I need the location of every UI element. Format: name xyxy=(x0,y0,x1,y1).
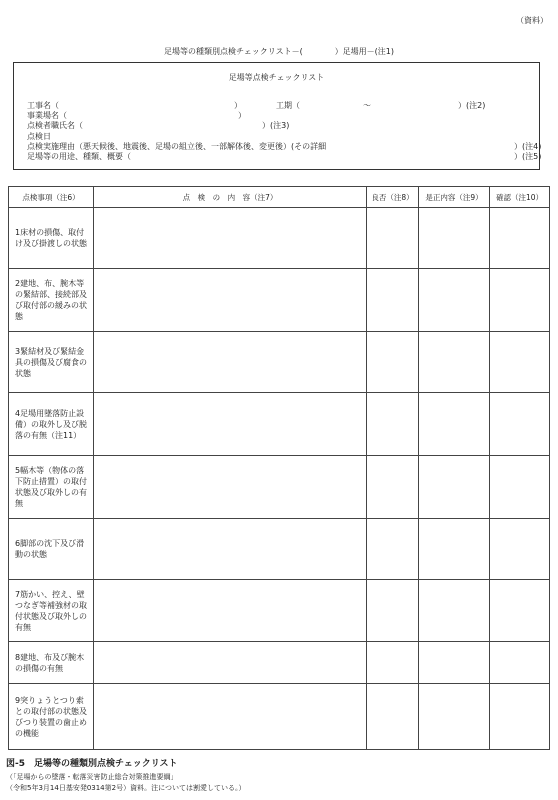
kakunin-cell[interactable] xyxy=(490,332,550,393)
table-row xyxy=(9,332,550,393)
item-label: 4足場用墜落防止設備）の取外し及び脱落の有無（注11） xyxy=(9,393,94,456)
zesei-cell[interactable] xyxy=(419,332,490,393)
jigyoba-close: ） xyxy=(238,111,246,120)
youto-close: ）(注5) xyxy=(514,152,542,161)
info-box-title: 足場等点検チェックリスト xyxy=(228,73,325,82)
ryouhi-cell[interactable] xyxy=(367,519,419,580)
zesei-cell[interactable] xyxy=(419,519,490,580)
content-cell[interactable] xyxy=(94,332,367,393)
figure-source-line1: （「足場からの墜落・転落災害防止総合対策推進要綱」 xyxy=(6,773,178,781)
kakunin-cell[interactable] xyxy=(490,519,550,580)
ryouhi-cell[interactable] xyxy=(367,684,419,750)
table-row xyxy=(9,684,550,750)
kakunin-cell[interactable] xyxy=(490,269,550,332)
ryouhi-cell[interactable] xyxy=(367,332,419,393)
table-header-row xyxy=(9,187,550,208)
riyu-close: ）(注4) xyxy=(514,142,542,151)
koujimei-label: 工事名（ xyxy=(27,101,59,110)
content-cell[interactable] xyxy=(94,519,367,580)
checklist-table xyxy=(8,186,550,750)
table-row xyxy=(9,208,550,269)
tenkenbi-label: 点検日 xyxy=(27,132,51,141)
youto-label: 足場等の用途、種類、概要（ xyxy=(27,152,131,161)
table-row xyxy=(9,580,550,642)
koujimei-close: ） xyxy=(234,101,242,110)
kouki-label: 工期（ xyxy=(276,101,300,110)
item-label: 6脚部の沈下及び滑動の状態 xyxy=(9,519,94,580)
zesei-cell[interactable] xyxy=(419,456,490,519)
item-label: 1床材の損傷、取付け及び掛渡しの状態 xyxy=(9,208,94,269)
kakunin-cell[interactable] xyxy=(490,208,550,269)
table-row xyxy=(9,456,550,519)
table-row xyxy=(9,393,550,456)
kakunin-cell[interactable] xyxy=(490,393,550,456)
zesei-cell[interactable] xyxy=(419,269,490,332)
ryouhi-cell[interactable] xyxy=(367,456,419,519)
kakunin-cell[interactable] xyxy=(490,580,550,642)
kakunin-cell[interactable] xyxy=(490,684,550,750)
tenkensha-label: 点検者職氏名（ xyxy=(27,121,83,130)
document-title: 足場等の種類別点検チェックリスト－( ）足場用－(注1) xyxy=(163,47,395,56)
header-ryouhi: 良否（注8） xyxy=(367,187,419,208)
kakunin-cell[interactable] xyxy=(490,642,550,684)
kouki-close: ）(注2) xyxy=(458,101,486,110)
figure-caption: 図-5 足場等の種類別点検チェックリスト xyxy=(6,759,178,769)
header-tenken-naiyou: 点 検 の 内 容（注7） xyxy=(94,187,367,208)
content-cell[interactable] xyxy=(94,208,367,269)
ryouhi-cell[interactable] xyxy=(367,208,419,269)
header-zesei-naiyou: 是正内容（注9） xyxy=(419,187,490,208)
table-row xyxy=(9,642,550,684)
content-cell[interactable] xyxy=(94,456,367,519)
header-kakunin: 確認（注10） xyxy=(490,187,550,208)
content-cell[interactable] xyxy=(94,580,367,642)
item-label: 8建地、布及び腕木の損傷の有無 xyxy=(9,642,94,684)
kakunin-cell[interactable] xyxy=(490,456,550,519)
table-row xyxy=(9,269,550,332)
item-label: 3緊結材及び緊結金具の損傷及び腐食の状態 xyxy=(9,332,94,393)
zesei-cell[interactable] xyxy=(419,580,490,642)
item-label: 7筋かい、控え、壁つなぎ等補強材の取付状態及び取外しの有無 xyxy=(9,580,94,642)
figure-source-line2: （令和5年3月14日基安発0314第2号）資料。注については割愛している。） xyxy=(6,784,246,792)
zesei-cell[interactable] xyxy=(419,208,490,269)
jigyoba-label: 事業場名（ xyxy=(27,111,67,120)
riyu-label: 点検実施理由（悪天候後、地震後、足場の組立後、一部解体後、変更後）(その詳細 xyxy=(27,142,327,151)
content-cell[interactable] xyxy=(94,393,367,456)
item-label: 9突りょうとつり索との取付部の状態及びつり装置の歯止めの機能 xyxy=(9,684,94,750)
item-label: 5幅木等（物体の落下防止措置）の取付状態及び取外しの有無 xyxy=(9,456,94,519)
content-cell[interactable] xyxy=(94,269,367,332)
ryouhi-cell[interactable] xyxy=(367,393,419,456)
item-label: 2建地、布、腕木等の緊結部、接続部及び取付部の緩みの状態 xyxy=(9,269,94,332)
ryouhi-cell[interactable] xyxy=(367,580,419,642)
content-cell[interactable] xyxy=(94,642,367,684)
kouki-tilde: ～ xyxy=(363,101,371,110)
table-row xyxy=(9,519,550,580)
zesei-cell[interactable] xyxy=(419,684,490,750)
header-tenken-jikou: 点検事項（注6） xyxy=(9,187,94,208)
ryouhi-cell[interactable] xyxy=(367,642,419,684)
ryouhi-cell[interactable] xyxy=(367,269,419,332)
shiryo-label: （資料） xyxy=(516,16,548,25)
info-box xyxy=(13,62,540,170)
zesei-cell[interactable] xyxy=(419,642,490,684)
zesei-cell[interactable] xyxy=(419,393,490,456)
tenkensha-close: ）(注3) xyxy=(262,121,290,130)
content-cell[interactable] xyxy=(94,684,367,750)
